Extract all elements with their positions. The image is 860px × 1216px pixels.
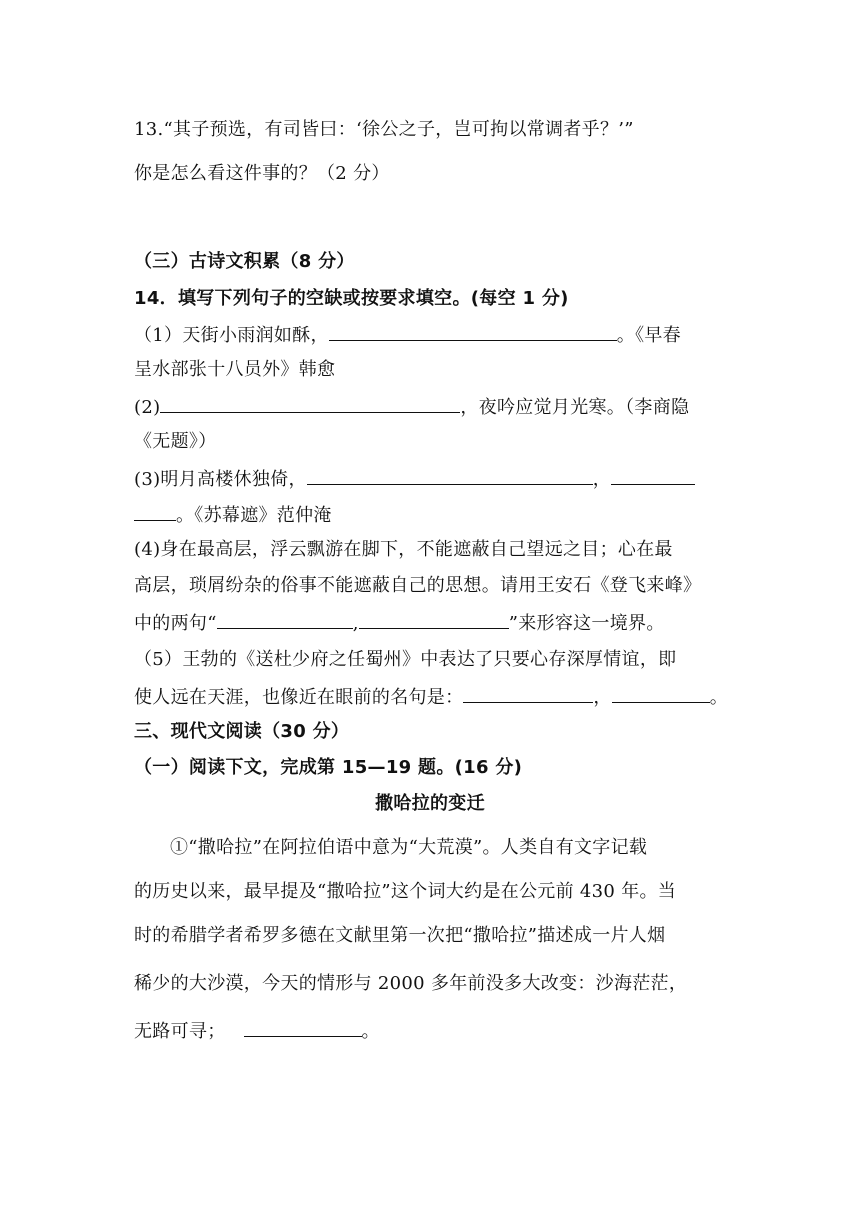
answer-blank[interactable] bbox=[612, 684, 710, 703]
para1-line1: ①“撒哈拉”在阿拉伯语中意为“大荒漠”。人类自有文字记载 bbox=[170, 837, 648, 858]
q14-item5-line1: （5）王勃的《送杜少府之任蜀州》中表达了只要心存深厚情谊，即 bbox=[134, 649, 677, 670]
q14-item5-line2 bbox=[134, 684, 734, 710]
answer-blank[interactable] bbox=[359, 610, 509, 629]
q14-item4-line2: 高层，琐屑纷杂的俗事不能遮蔽自己的思想。请用王安石《登飞来峰》 bbox=[134, 575, 702, 596]
q14-item1 bbox=[134, 322, 734, 348]
para1-line4: 稀少的大沙漠，今天的情形与 2000 多年前没多大改变：沙海茫茫， bbox=[134, 973, 688, 994]
para1-line3: 时的希腊学者希罗多德在文献里第一次把“撒哈拉”描述成一片人烟 bbox=[134, 925, 666, 946]
q14-item5-prefix: 使人远在天涯，也像近在眼前的名句是： bbox=[134, 687, 464, 708]
q14-item2-suffix: ，夜吟应觉月光寒。（李商隐 bbox=[460, 397, 690, 418]
q14-heading: 14．填写下列句子的空缺或按要求填空。(每空 1 分) bbox=[134, 288, 569, 309]
answer-blank[interactable] bbox=[611, 466, 695, 485]
part3-heading: 三、现代文阅读（30 分） bbox=[134, 721, 350, 742]
part3-subheading: （一）阅读下文，完成第 15—19 题。(16 分) bbox=[134, 757, 523, 778]
answer-blank[interactable] bbox=[134, 502, 176, 521]
q13-line2: 你是怎么看这件事的？（2 分） bbox=[134, 163, 390, 184]
q14-item3-mid: ， bbox=[592, 469, 612, 490]
q14-item1-line2: 呈水部张十八员外》韩愈 bbox=[134, 359, 336, 380]
answer-blank[interactable] bbox=[329, 322, 617, 341]
q14-item4-prefix: 中的两句“ bbox=[134, 613, 217, 634]
answer-blank[interactable] bbox=[244, 1018, 362, 1037]
q14-item2-prefix: (2) bbox=[134, 397, 161, 418]
q14-item1-prefix: （1）天街小雨润如酥， bbox=[134, 325, 329, 346]
answer-blank[interactable] bbox=[307, 466, 593, 485]
q14-item4-suffix: ”来形容这一境界。 bbox=[508, 613, 665, 634]
answer-blank[interactable] bbox=[160, 394, 460, 413]
q14-item3-suffix: 。《苏幕遮》范仲淹 bbox=[176, 505, 332, 526]
q14-item3-line2 bbox=[134, 502, 734, 528]
answer-blank[interactable] bbox=[217, 610, 353, 629]
q14-item2 bbox=[134, 394, 734, 420]
q14-item4-line1: (4)身在最高层，浮云飘游在脚下，不能遮蔽自己望远之目；心在最 bbox=[134, 539, 673, 560]
para1-line5 bbox=[134, 1018, 734, 1044]
q14-item3-prefix: (3)明月高楼休独倚， bbox=[134, 469, 307, 490]
q14-item4-mid: , bbox=[352, 613, 359, 634]
article-title: 撒哈拉的变迁 bbox=[375, 793, 485, 814]
para1-prefix: 无路可寻； bbox=[134, 1021, 226, 1042]
q14-item3 bbox=[134, 466, 734, 492]
q13-line1: 13.“其子预选，有司皆曰：‘徐公之子，岂可拘以常调者乎？’” bbox=[134, 119, 634, 140]
q14-item2-line2: 《无题》） bbox=[134, 431, 217, 452]
para1-suffix: 。 bbox=[361, 1021, 380, 1042]
q14-item5-suffix: 。 bbox=[709, 687, 729, 708]
q14-item1-suffix: 。《早春 bbox=[616, 325, 681, 346]
q14-item5-mid: ， bbox=[593, 687, 612, 708]
section3-heading: （三）古诗文积累（8 分） bbox=[134, 251, 355, 272]
answer-blank[interactable] bbox=[463, 684, 593, 703]
para1-line2: 的历史以来，最早提及“撒哈拉”这个词大约是在公元前 430 年。当 bbox=[134, 881, 677, 902]
q14-item4-line3 bbox=[134, 610, 734, 636]
